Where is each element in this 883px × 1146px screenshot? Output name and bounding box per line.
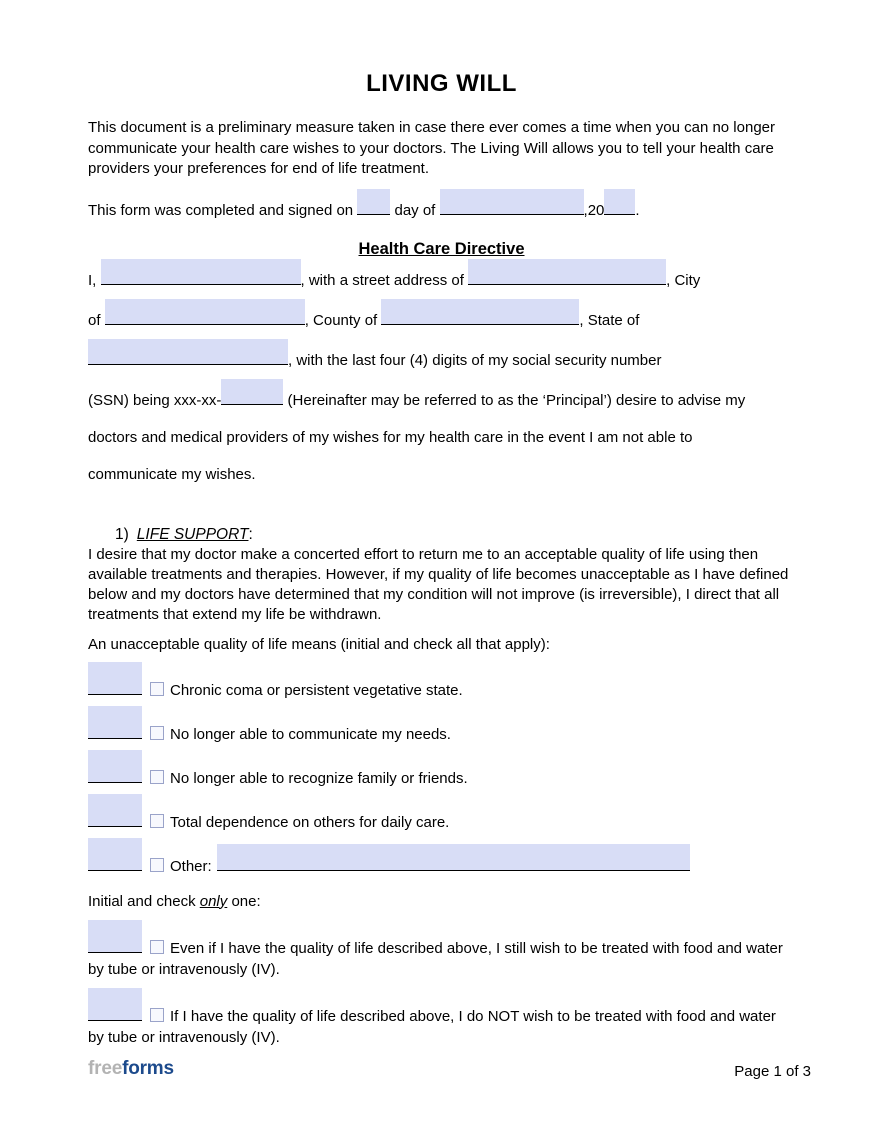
page-number: Page 1 of 3: [734, 1063, 811, 1080]
county-field[interactable]: [381, 299, 579, 325]
only-word: only: [199, 892, 228, 910]
apply-option-row-other: [88, 838, 795, 875]
principal-name-field[interactable]: [101, 259, 301, 285]
checkbox[interactable]: [150, 858, 164, 872]
apply-option-label: Other:: [170, 857, 212, 875]
checkbox[interactable]: [150, 814, 164, 828]
checkbox[interactable]: [150, 940, 164, 954]
intro-paragraph: This document is a preliminary measure taken in case there ever comes a time when you can no longer communicate your health care wishes to your doctors. The Living Will allows you to tell your health care providers your preferences for end of life treatment.: [88, 119, 776, 177]
brand-forms-text: forms: [122, 1058, 174, 1079]
initials-field[interactable]: [88, 838, 142, 871]
apply-option-label: Chronic coma or persistent vegetative state.: [170, 681, 463, 699]
state-field[interactable]: [88, 339, 288, 365]
directive-line-2: [88, 299, 795, 339]
directive-l2-post: , State of: [579, 311, 640, 329]
initials-field[interactable]: [88, 750, 142, 783]
life-support-body: I desire that my doctor make a concerted effort to return me to an acceptable quality of life using then available treatments and therapies. However, if my quality of life becomes unacceptable as I have defined below and my doctors have determined that my condition will not improve (is irreversible), I direct that all treatments that extend my life be withdrawn.: [88, 545, 789, 623]
directive-line-1: [88, 259, 795, 299]
apply-option-row: [88, 794, 795, 831]
only-prompt-post: one:: [231, 892, 261, 910]
health-care-directive-heading: Health Care Directive: [358, 239, 525, 258]
apply-option-label: No longer able to recognize family or friends.: [170, 769, 468, 787]
directive-l3-post: , with the last four (4) digits of my social security number: [288, 351, 662, 369]
directive-line-4: [88, 379, 795, 419]
page-footer: [88, 1058, 811, 1080]
initials-field[interactable]: [88, 794, 142, 827]
year-field[interactable]: [604, 189, 635, 215]
month-field[interactable]: [440, 189, 584, 215]
signed-line-year-prefix: ,20: [583, 201, 605, 219]
directive-l1-pre: I,: [88, 271, 97, 289]
signed-line-period: .: [635, 201, 640, 219]
directive-l4-post: (Hereinafter may be referred to as the ‘Principal’) desire to advise my: [287, 391, 746, 409]
exclusive-option-row: [88, 920, 795, 980]
checkbox[interactable]: [150, 1008, 164, 1022]
directive-l4-pre: (SSN) being xxx-xx-: [88, 391, 222, 409]
life-support-colon: :: [248, 525, 253, 543]
apply-option-row: [88, 662, 795, 699]
apply-prompt: An unacceptable quality of life means (initial and check all that apply):: [88, 635, 550, 653]
directive-l2-pre: of: [88, 311, 101, 329]
page-title: LIVING WILL: [366, 70, 517, 97]
exclusive-option-label: If I have the quality of life described above, I do NOT wish to be treated with food and water by tube or intravenously (IV).: [88, 1007, 776, 1046]
only-prompt-pre: Initial and check: [88, 892, 196, 910]
directive-line-3: [88, 339, 795, 379]
brand-free-text: free: [88, 1058, 123, 1079]
day-field[interactable]: [357, 189, 390, 215]
street-address-field[interactable]: [468, 259, 666, 285]
signed-line-day-of-text: day of: [394, 201, 436, 219]
directive-line-5: doctors and medical providers of my wishes for my health care in the event I am not able to: [88, 428, 693, 446]
apply-option-label: Total dependence on others for daily care.: [170, 813, 450, 831]
checkbox[interactable]: [150, 726, 164, 740]
life-support-number: 1): [115, 525, 129, 543]
apply-option-row: [88, 750, 795, 787]
directive-l1-mid: , with a street address of: [300, 271, 464, 289]
exclusive-option-label: Even if I have the quality of life described above, I still wish to be treated with food and water by tube or intravenously (IV).: [88, 939, 783, 978]
signed-line-text: This form was completed and signed on: [88, 201, 354, 219]
directive-l1-post: , City: [666, 271, 701, 289]
signed-date-line: [88, 189, 795, 227]
initials-field[interactable]: [88, 662, 142, 695]
apply-option-row: [88, 706, 795, 743]
other-text-field[interactable]: [217, 844, 690, 871]
directive-line-6: communicate my wishes.: [88, 465, 256, 483]
directive-l2-mid: , County of: [304, 311, 378, 329]
apply-option-label: No longer able to communicate my needs.: [170, 725, 451, 743]
checkbox[interactable]: [150, 770, 164, 784]
only-one-prompt: [88, 891, 795, 912]
city-field[interactable]: [105, 299, 305, 325]
initials-field[interactable]: [88, 920, 142, 953]
life-support-title: LIFE SUPPORT: [136, 525, 249, 543]
freeforms-logo: [88, 1058, 174, 1080]
checkbox[interactable]: [150, 682, 164, 696]
life-support-section-heading: [115, 525, 795, 545]
exclusive-option-row: [88, 988, 795, 1048]
ssn-last4-field[interactable]: [221, 379, 283, 405]
initials-field[interactable]: [88, 706, 142, 739]
initials-field[interactable]: [88, 988, 142, 1021]
